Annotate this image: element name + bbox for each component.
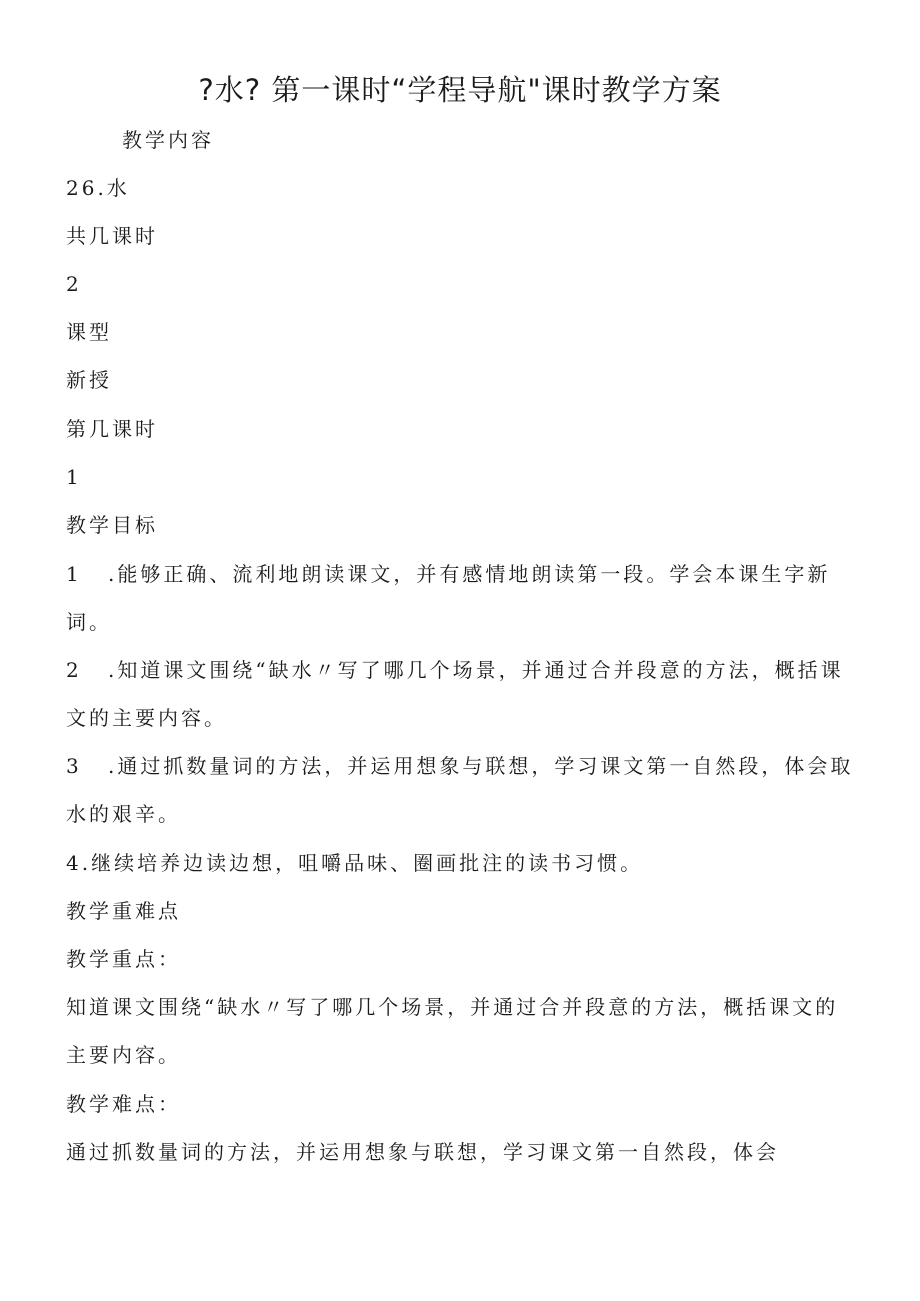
key-point-label: 教学重点： <box>66 947 181 971</box>
key-difficulty-heading: 教学重难点 <box>66 899 181 923</box>
total-periods-value: 2 <box>66 272 82 296</box>
period-number-value: 1 <box>66 465 82 489</box>
page-title: ?水? 第一课时“学程导航"课时教学方案 <box>198 73 722 107</box>
objective-1 <box>66 559 830 589</box>
difficulty-text: 通过抓数量词的方法，并运用想象与联想，学习课文第一自然段，体会 <box>66 1140 779 1164</box>
objectives-heading: 教学目标 <box>66 513 158 537</box>
objective-4: 4.继续培养边读边想，咀嚼品味、圈画批注的读书习惯。 <box>66 851 644 875</box>
objective-2 <box>66 655 844 685</box>
objective-number: 3 <box>66 754 79 778</box>
teaching-content-label: 教学内容 <box>122 128 214 152</box>
objective-text: .能够正确、流利地朗读课文，并有感情地朗读第一段。学会本课生字新 <box>108 562 831 586</box>
lesson-type-value: 新授 <box>66 368 112 392</box>
lesson-type-label: 课型 <box>66 320 112 344</box>
total-periods-label: 共几课时 <box>66 224 158 248</box>
objective-number: 1 <box>66 562 79 586</box>
key-point-text-continued: 主要内容。 <box>66 1043 181 1067</box>
objective-1-continued: 词。 <box>66 610 112 634</box>
objective-3-continued: 水的艰辛。 <box>66 802 181 826</box>
difficulty-label: 教学难点： <box>66 1092 181 1116</box>
period-number-label: 第几课时 <box>66 417 158 441</box>
lesson-name: 26.水 <box>66 176 130 200</box>
objective-2-continued: 文的主要内容。 <box>66 706 227 730</box>
objective-text: .知道课文围绕“缺水〃写了哪几个场景，并通过合并段意的方法，概括课 <box>108 658 844 682</box>
objective-number: 2 <box>66 658 79 682</box>
objective-3 <box>66 751 853 781</box>
objective-text: .通过抓数量词的方法，并运用想象与联想，学习课文第一自然段，体会取 <box>108 754 854 778</box>
key-point-text: 知道课文围绕“缺水〃写了哪几个场景，并通过合并段意的方法，概括课文的 <box>66 995 839 1019</box>
